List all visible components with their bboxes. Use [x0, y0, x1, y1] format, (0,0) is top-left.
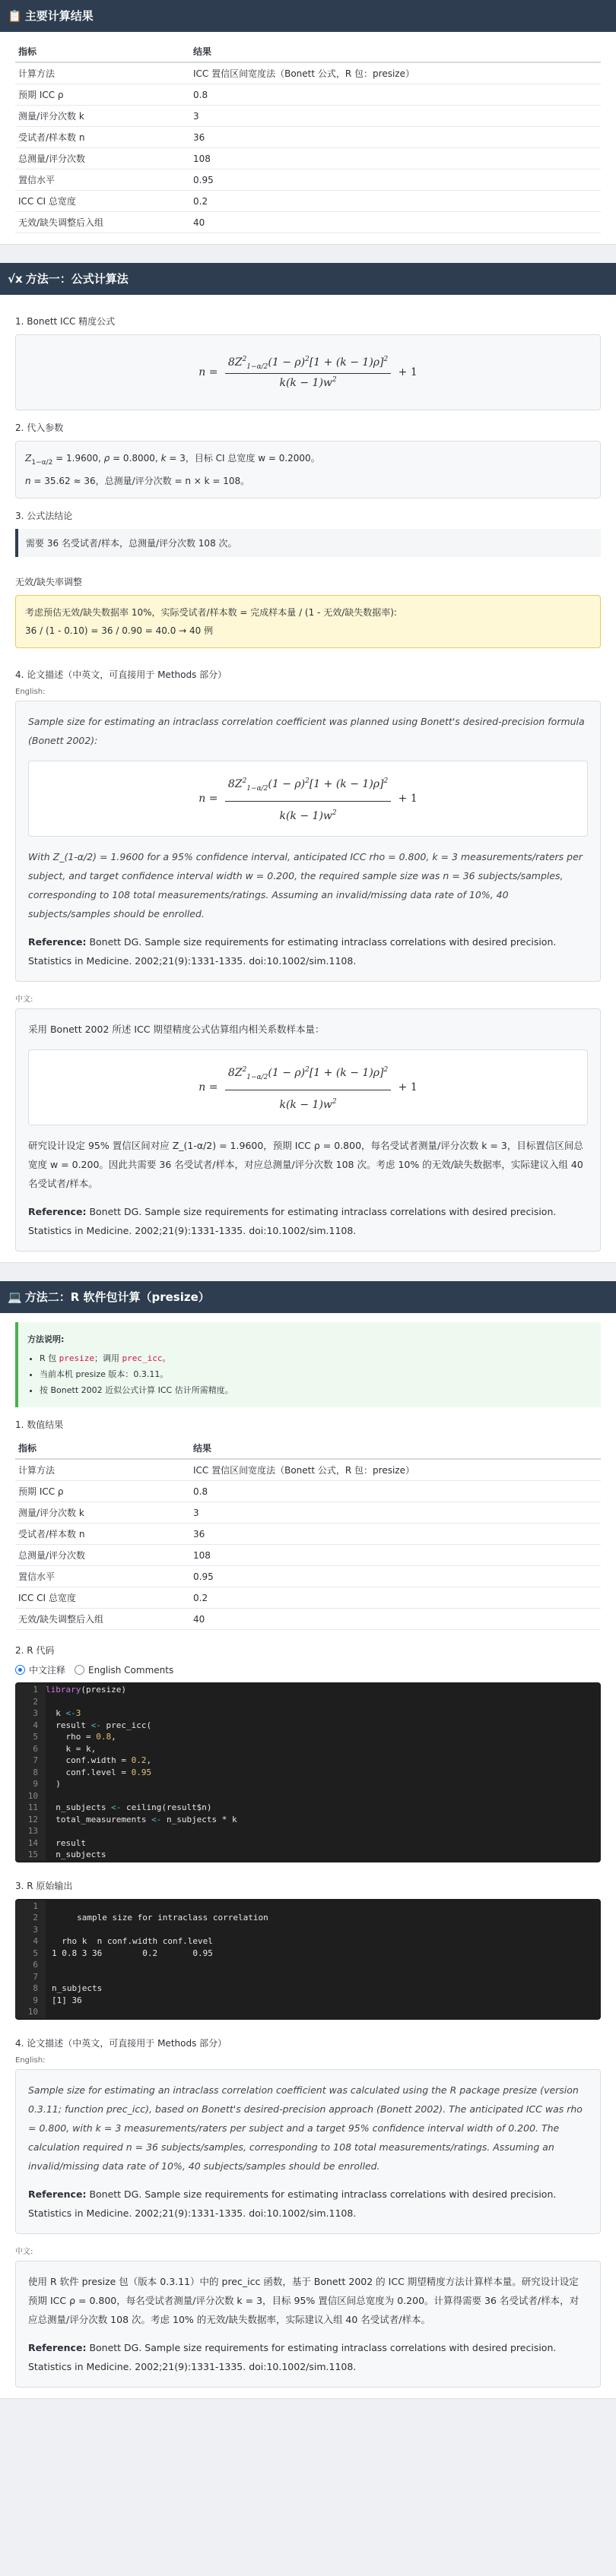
- result-cell: 40: [190, 1609, 601, 1630]
- table-row: [15, 1609, 601, 1630]
- output-line: [15, 1912, 601, 1924]
- output-line: [15, 1948, 601, 1960]
- metric-cell: 测量/评分次数 k: [15, 106, 190, 127]
- reference-text: Bonett DG. Sample size requirements for estimating intraclass correlations with desired precision. Statistics in Medicine. 2002;21(9):1331-1335. doi:10.1002/sim.1108.: [28, 2188, 557, 2219]
- line-number: 8: [15, 1983, 46, 1995]
- table-row: [15, 169, 601, 191]
- result-cell: 3: [190, 1502, 601, 1524]
- line-number: 7: [15, 1971, 46, 1983]
- output-line: [15, 1971, 601, 1983]
- output-line: [15, 1995, 601, 2007]
- chinese-text-1: 采用 Bonett 2002 所述 ICC 期望精度公式估算组内相关系数样本量：: [28, 1024, 325, 1035]
- result-cell: 0.2: [190, 191, 601, 212]
- line-number: 10: [15, 2006, 46, 2018]
- output-line: [15, 1959, 601, 1971]
- params-line-2: n = 35.62 ≈ 36，总测量/评分次数 = n × k = 108。: [25, 476, 250, 486]
- method-note-item: • 当前本机 presize 版本：0.3.11。: [40, 1366, 592, 1382]
- line-number: 1: [15, 1900, 46, 1913]
- reference-label: Reference:: [28, 2341, 87, 2353]
- output-text: 1 0.8 3 36 0.2 0.95: [52, 1948, 213, 1958]
- table-header-result: 结果: [190, 41, 601, 62]
- result-cell: ICC 置信区间宽度法（Bonett 公式，R 包：presize）: [190, 1459, 601, 1481]
- result-cell: 0.8: [190, 84, 601, 106]
- method-note-item: [40, 1350, 592, 1366]
- params-line2-tail: ，总测量/评分次数 = n × k = 108。: [95, 476, 250, 486]
- line-number: 5: [15, 1948, 46, 1960]
- metric-cell: 预期 ICC ρ: [15, 84, 190, 106]
- metric-cell: 置信水平: [15, 1566, 190, 1587]
- table-row: [15, 1524, 601, 1545]
- table-row: [15, 1566, 601, 1587]
- english-text: Sample size for estimating an intraclass correlation coefficient was calculated using the R package presize (version 0.3.11; function prec_icc), based on Bonett's desired-precision approach (Bonett 2002). The anticipated ICC was rho = 0.800, with k = 3 measurements/raters per subject and a target 95% confidence interval width of 0.200. The calculation required n = 36 subjects/samples, corresponding to 108 total measurements/ratings. Assuming an invalid/missing data rate of 10%, 40 subjects/samples should be enrolled.: [28, 2084, 583, 2172]
- formula-box: n = $\frac{8Z^2_{1-\alpha/2}(1 - \rho)^2[1 + (k - 1)\rho]^2}{k(k - 1)w^2}$ + 1: [15, 334, 601, 410]
- method2-body: [0, 1313, 616, 2398]
- metric-cell: 测量/评分次数 k: [15, 1502, 190, 1524]
- method-note-list: [40, 1350, 592, 1398]
- metric-cell: ICC CI 总宽度: [15, 191, 190, 212]
- dropout-line-1: 考虑预估无效/缺失数据率 10%，实际受试者/样本数 = 完成样本量 / (1 - 无效/缺失数据率):: [25, 607, 397, 618]
- chinese-formula: n = $\frac{8Z^2_{1-\alpha/2}(1 - \rho)^2[1 + (k - 1)\rho]^2}{k(k - 1)w^2}$ + 1: [28, 1049, 588, 1125]
- table-header-result: 结果: [190, 1438, 601, 1459]
- clipboard-icon: 📋: [8, 9, 22, 23]
- params-heading: 2. 代入参数: [15, 422, 64, 433]
- result-cell: 40: [190, 212, 601, 233]
- results-table: [15, 1438, 601, 1630]
- metric-cell: 计算方法: [15, 62, 190, 84]
- result-cell: 36: [190, 1524, 601, 1545]
- summary-title: 主要计算结果: [24, 9, 94, 23]
- paper-heading: 4. 论文描述（中英文，可直接用于 Methods 部分）: [15, 669, 227, 680]
- table-row: [15, 1459, 601, 1481]
- output-text: rho k n conf.width conf.level: [52, 1936, 213, 1946]
- line-number: 3: [15, 1924, 46, 1936]
- params-line1-tail: ，目标 CI 总宽度 w = 0.2000。: [185, 453, 320, 464]
- english-paragraph: [15, 2069, 601, 2234]
- radio-english-label[interactable]: English Comments: [88, 1664, 174, 1676]
- table-row: [15, 1481, 601, 1502]
- sqrt-icon: √x: [8, 272, 23, 286]
- result-cell: 0.95: [190, 1566, 601, 1587]
- computer-icon: 💻: [8, 1290, 22, 1304]
- reference-label: Reference:: [28, 2188, 87, 2200]
- chinese-text-2: 研究设计设定 95% 置信区间对应 Z_(1-α/2) = 1.9600，预期 ICC ρ = 0.800，每名受试者测量/评分次数 k = 3，目标置信区间总宽度 w = 0.200。因此共需要 36 名受试者/样本，对应总测量/评分次数 108 次。考虑 10% 的无效/缺失数据率，实际建议入组 40 名受试者/样本。: [28, 1140, 583, 1189]
- conclusion-box: 需要 36 名受试者/样本，总测量/评分次数 108 次。: [15, 529, 601, 557]
- method1-title: 方法一：公式计算法: [25, 272, 129, 286]
- metric-cell: 总测量/评分次数: [15, 1545, 190, 1566]
- rcode-heading: 2. R 代码: [15, 1645, 55, 1656]
- output-text: [46, 1924, 52, 1936]
- formula-heading: 1. Bonett ICC 精度公式: [15, 316, 116, 327]
- method1-header: [0, 263, 616, 295]
- english-text-1: Sample size for estimating an intraclass correlation coefficient was planned using Bonett's desired-precision formula (Bonett 2002):: [28, 716, 585, 746]
- paper-heading: 4. 论文描述（中英文，可直接用于 Methods 部分）: [15, 2037, 227, 2049]
- r-code-block[interactable]: 1 library (presize) 2 3 k <- 3 4 result <- prec_icc( 5 rho = 0.8 , 6 k = k, 7 conf.width = 0.2 , 8 conf.level = 0.95 9 ) 10 11 n_subjects <- ceiling(result$n) 12 total_measurements <- n_subjects * k 13 14 result 15 n_subjects: [15, 1682, 601, 1862]
- reference: [28, 2185, 588, 2223]
- output-text: [46, 2006, 52, 2018]
- result-cell: 0.8: [190, 1481, 601, 1502]
- method2-title: 方法二：R 软件包计算（presize）: [24, 1290, 210, 1304]
- table-row: [15, 191, 601, 212]
- line-number: 6: [15, 1959, 46, 1971]
- metric-cell: 预期 ICC ρ: [15, 1481, 190, 1502]
- english-formula: n = $\frac{8Z^2_{1-\alpha/2}(1 - \rho)^2[1 + (k - 1)\rho]^2}{k(k - 1)w^2}$ + 1: [28, 761, 588, 837]
- summary-card: [0, 0, 616, 245]
- output-text: [46, 1900, 52, 1913]
- dropout-heading: 无效/缺失率调整: [15, 577, 83, 587]
- summary-table: [15, 41, 601, 233]
- table-row: [15, 212, 601, 233]
- chinese-label: 中文:: [15, 2247, 33, 2256]
- output-line: [15, 1924, 601, 1936]
- result-cell: 36: [190, 127, 601, 148]
- output-text: [1] 36: [52, 1995, 82, 2005]
- output-line: [15, 1983, 601, 1995]
- english-text-2: With Z_(1-α/2) = 1.9600 for a 95% confidence interval, anticipated ICC rho = 0.800, k = 3 measurements/raters per subject, and target confidence interval width w = 0.200, the required sample size was n = 36 subjects/samples, corresponding to 108 total measurements/ratings. Assuming an invalid/missing data rate of 10%, 40 subjects/samples should be enrolled.: [28, 851, 583, 919]
- dropout-line-2: 36 / (1 - 0.10) = 36 / 0.90 = 40.0 → 40 例: [25, 625, 214, 636]
- result-cell: ICC 置信区间宽度法（Bonett 公式，R 包：presize）: [190, 62, 601, 84]
- radio-english[interactable]: [75, 1665, 84, 1675]
- metric-cell: 置信水平: [15, 169, 190, 191]
- line-number: 4: [15, 1935, 46, 1948]
- metric-cell: 无效/缺失调整后入组: [15, 212, 190, 233]
- comment-language-radio: [15, 1663, 601, 1676]
- english-label: English:: [15, 688, 46, 696]
- chinese-text: 使用 R 软件 presize 包（版本 0.3.11）中的 prec_icc 函数，基于 Bonett 2002 的 ICC 期望精度方法计算样本量。研究设计设定预期 ICC ρ = 0.800，每名受试者测量/评分次数 k = 3，目标 95% 置信区间总宽度为 0.200。计算得需要 36 名受试者/样本，对应总测量/评分次数 108 次。考虑 10% 的无效/缺失数据率，实际建议入组 40 名受试者/样本。: [28, 2275, 579, 2325]
- r-output-block: [15, 1899, 601, 2020]
- method-note-item: • 按 Bonett 2002 近似公式计算 ICC 估计所需精度。: [40, 1382, 592, 1398]
- note-text: 。: [162, 1353, 171, 1363]
- method1-card: [0, 263, 616, 1263]
- conclusion-heading: 3. 公式法结论: [15, 511, 73, 521]
- output-text: sample size for intraclass correlation: [52, 1913, 268, 1923]
- reference-label: Reference:: [28, 1206, 87, 1217]
- output-heading: 3. R 原始输出: [15, 1880, 73, 1891]
- chinese-paragraph: [15, 1008, 601, 1252]
- metric-cell: 计算方法: [15, 1459, 190, 1481]
- table-row: [15, 1502, 601, 1524]
- table-row: [15, 84, 601, 106]
- line-number: 9: [15, 1995, 46, 2007]
- chinese-label: 中文:: [15, 995, 33, 1004]
- result-cell: 108: [190, 148, 601, 169]
- result-cell: 3: [190, 106, 601, 127]
- table-row: [15, 127, 601, 148]
- metric-cell: ICC CI 总宽度: [15, 1587, 190, 1609]
- method2-card: [0, 1281, 616, 2399]
- table-row: [15, 1587, 601, 1609]
- reference: [28, 2338, 588, 2376]
- method1-body: [0, 295, 616, 1262]
- reference-text: Bonett DG. Sample size requirements for estimating intraclass correlations with desired precision. Statistics in Medicine. 2002;21(9):1331-1335. doi:10.1002/sim.1108.: [28, 936, 557, 967]
- output-text: [46, 1971, 52, 1983]
- radio-chinese[interactable]: [15, 1665, 25, 1675]
- note-text: ；调用: [94, 1353, 119, 1363]
- metric-cell: 受试者/样本数 n: [15, 1524, 190, 1545]
- method2-header: [0, 1281, 616, 1313]
- line-number: 2: [15, 1912, 46, 1924]
- output-text: [46, 1959, 52, 1971]
- output-line: [15, 1900, 601, 1913]
- summary-body: [0, 32, 616, 244]
- result-cell: 108: [190, 1545, 601, 1566]
- table-header-metric: 指标: [15, 1438, 190, 1459]
- params-box: [15, 441, 601, 498]
- reference-text: Bonett DG. Sample size requirements for estimating intraclass correlations with desired precision. Statistics in Medicine. 2002;21(9):1331-1335. doi:10.1002/sim.1108.: [28, 1206, 557, 1236]
- params-line-1: $Z_{1-\alpha/2} = 1.9600$, ρ = 0.8000, k = 3，目标 CI 总宽度 w = 0.2000。: [25, 453, 320, 467]
- reference: [28, 1202, 588, 1240]
- note-text: R 包: [40, 1353, 57, 1363]
- english-paragraph: [15, 701, 601, 982]
- english-label: English:: [15, 2055, 46, 2065]
- method-note-title: 方法说明:: [27, 1334, 65, 1344]
- table-header-metric: 指标: [15, 41, 190, 62]
- table-row: [15, 62, 601, 84]
- reference-label: Reference:: [28, 936, 87, 948]
- metric-cell: 总测量/评分次数: [15, 148, 190, 169]
- summary-header: [0, 0, 616, 32]
- table-row: [15, 148, 601, 169]
- result-cell: 0.95: [190, 169, 601, 191]
- package-name: presize: [59, 1353, 94, 1363]
- function-name: prec_icc: [122, 1353, 163, 1363]
- reference: [28, 932, 588, 970]
- output-line: [15, 1935, 601, 1948]
- output-text: n_subjects: [52, 1983, 103, 1993]
- table-row: [15, 1545, 601, 1566]
- numeric-heading: 1. 数值结果: [15, 1419, 64, 1430]
- chinese-paragraph: [15, 2261, 601, 2388]
- dropout-box: [15, 595, 601, 648]
- output-line: [15, 2006, 601, 2018]
- method-note-box: [15, 1322, 601, 1407]
- metric-cell: 受试者/样本数 n: [15, 127, 190, 148]
- reference-text: Bonett DG. Sample size requirements for estimating intraclass correlations with desired precision. Statistics in Medicine. 2002;21(9):1331-1335. doi:10.1002/sim.1108.: [28, 2341, 557, 2372]
- table-row: [15, 106, 601, 127]
- metric-cell: 无效/缺失调整后入组: [15, 1609, 190, 1630]
- result-cell: 0.2: [190, 1587, 601, 1609]
- radio-chinese-label[interactable]: 中文注释: [29, 1665, 66, 1676]
